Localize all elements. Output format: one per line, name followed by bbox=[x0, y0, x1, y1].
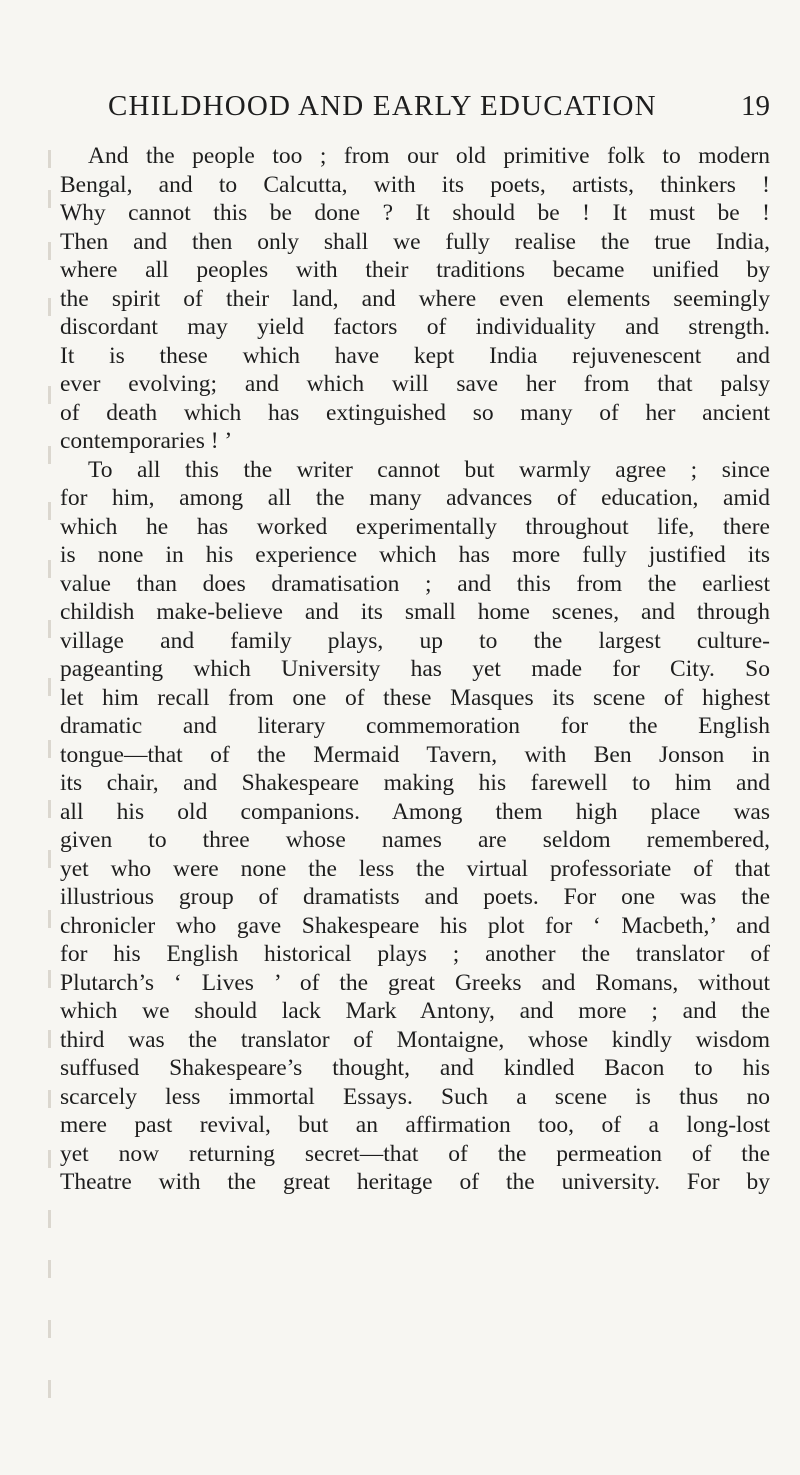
gutter-mark bbox=[48, 386, 51, 404]
text-line: illustrious group of dramatists and poets. For one was the bbox=[60, 884, 770, 910]
text-line: let him recall from one of these Masques its scene of highest bbox=[60, 684, 770, 711]
text-line: where all peoples with their traditions became unified by bbox=[60, 257, 770, 283]
text-line: yet now returning secret—that of the permeation of the bbox=[60, 1140, 770, 1167]
text-line: Why cannot this be done ? It should be ! It must be ! bbox=[60, 200, 770, 226]
text-line: Theatre with the great heritage of the university. For by bbox=[60, 1169, 770, 1195]
gutter-mark bbox=[48, 910, 51, 928]
text-line: discordant may yield factors of individuality and strength. bbox=[60, 314, 770, 340]
text-line: pageanting which University has yet made for City. So bbox=[60, 656, 770, 682]
text-line: which we should lack Mark Antony, and more ; and the bbox=[60, 998, 770, 1024]
text-line: for him, among all the many advances of education, amid bbox=[60, 485, 770, 511]
text-line: mere past revival, but an affirmation too, of a long-lost bbox=[60, 1112, 770, 1138]
text-line: of death which has extinguished so many of her ancient bbox=[60, 399, 770, 426]
gutter-mark bbox=[48, 1150, 51, 1168]
text-line: for his English historical plays ; another the translator of bbox=[60, 941, 770, 967]
page-number: 19 bbox=[741, 90, 770, 122]
text-line: the spirit of their land, and where even elements seemingly bbox=[60, 285, 770, 312]
text-line: all his old companions. Among them high place was bbox=[60, 798, 770, 825]
text-line: It is these which have kept India rejuvenescent and bbox=[60, 342, 770, 369]
gutter-mark bbox=[48, 1210, 51, 1228]
text-line: yet who were none the less the virtual professoriate of that bbox=[60, 855, 770, 882]
gutter-shadow bbox=[48, 150, 58, 1400]
running-title: CHILDHOOD AND EARLY EDUCATION bbox=[108, 90, 657, 122]
text-line: is none in his experience which has more fully justified its bbox=[60, 542, 770, 568]
text-line: chronicler who gave Shakespeare his plot for ‘ Macbeth,’ and bbox=[60, 912, 770, 939]
gutter-mark bbox=[48, 190, 51, 208]
gutter-mark bbox=[48, 1030, 51, 1048]
body-text bbox=[60, 142, 770, 1197]
text-line: Plutarch’s ‘ Lives ’ of the great Greeks and Romans, without bbox=[60, 969, 770, 996]
paragraph bbox=[60, 456, 770, 1197]
gutter-mark bbox=[48, 1380, 51, 1398]
gutter-mark bbox=[48, 620, 51, 638]
gutter-mark bbox=[48, 502, 51, 520]
text-line: To all this the writer cannot but warmly agree ; since bbox=[88, 456, 770, 483]
text-line: tongue—that of the Mermaid Tavern, with Ben Jonson in bbox=[60, 741, 770, 768]
text-line: And the people too ; from our old primitive folk to modern bbox=[88, 143, 770, 169]
paragraph bbox=[60, 142, 770, 456]
gutter-mark bbox=[48, 298, 51, 316]
gutter-mark bbox=[48, 446, 51, 464]
text-line: its chair, and Shakespeare making his farewell to him and bbox=[60, 770, 770, 796]
text-line: third was the translator of Montaigne, whose kindly wisdom bbox=[60, 1026, 770, 1053]
gutter-mark bbox=[48, 850, 51, 868]
text-line: dramatic and literary commemoration for the English bbox=[60, 713, 770, 739]
gutter-mark bbox=[48, 1260, 51, 1278]
text-line: which he has worked experimentally throughout life, there bbox=[60, 513, 770, 540]
text-line: given to three whose names are seldom remembered, bbox=[60, 827, 770, 853]
text-line: ever evolving; and which will save her from that palsy bbox=[60, 371, 770, 397]
gutter-mark bbox=[48, 678, 51, 696]
text-line: value than does dramatisation ; and this from the earliest bbox=[60, 570, 770, 597]
gutter-mark bbox=[48, 970, 51, 988]
text-line: childish make-believe and its small home scenes, and through bbox=[60, 599, 770, 625]
text-line: scarcely less immortal Essays. Such a scene is thus no bbox=[60, 1083, 770, 1110]
running-head bbox=[108, 90, 770, 130]
gutter-mark bbox=[48, 800, 51, 818]
text-line: suffused Shakespeare’s thought, and kindled Bacon to his bbox=[60, 1055, 770, 1081]
gutter-mark bbox=[48, 740, 51, 758]
gutter-mark bbox=[48, 1090, 51, 1108]
text-line: contemporaries ! ’ bbox=[60, 428, 233, 454]
text-line: village and family plays, up to the largest culture- bbox=[60, 627, 770, 654]
text-line: Then and then only shall we fully realise the true India, bbox=[60, 228, 770, 255]
gutter-mark bbox=[48, 242, 51, 260]
text-line: Bengal, and to Calcutta, with its poets, artists, thinkers ! bbox=[60, 171, 770, 198]
gutter-mark bbox=[48, 150, 51, 168]
gutter-mark bbox=[48, 560, 51, 578]
gutter-mark bbox=[48, 1320, 51, 1338]
